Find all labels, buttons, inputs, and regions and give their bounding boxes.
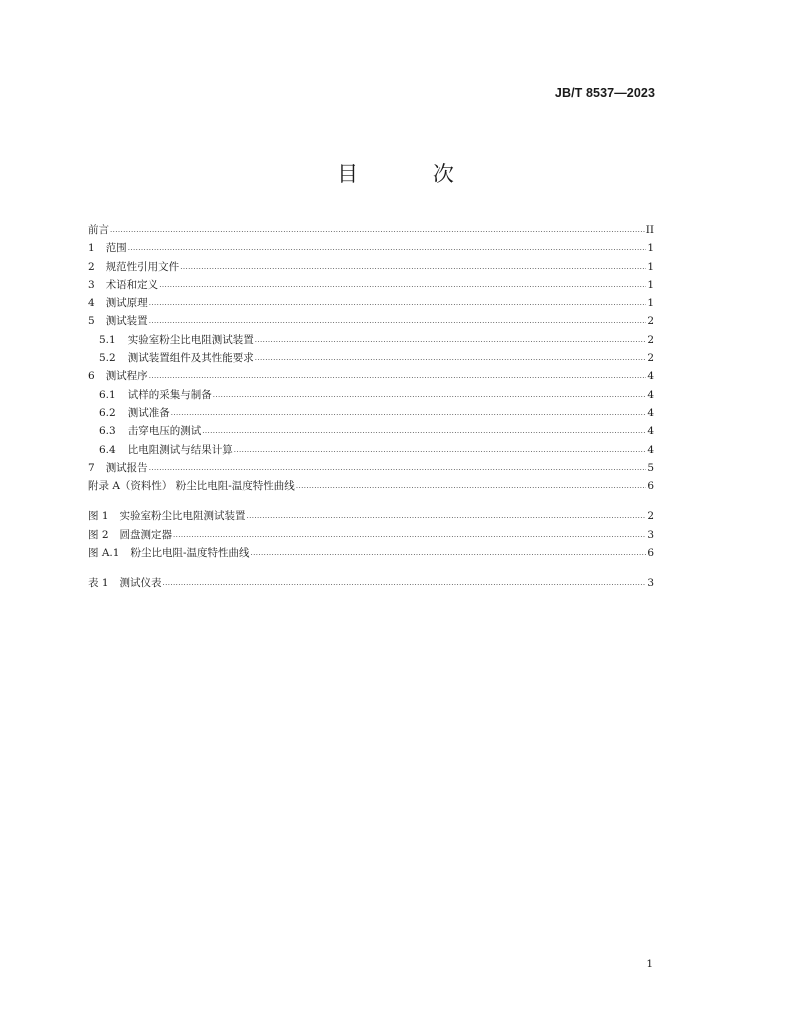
- toc-entry-page: 2: [647, 315, 654, 328]
- toc-figure-entries: [88, 508, 654, 563]
- toc-entry-page: 4: [647, 443, 654, 456]
- toc-table-entry[interactable]: [88, 575, 654, 593]
- toc-figure-entry[interactable]: [88, 545, 654, 563]
- toc-entry-number: 图 2: [88, 528, 109, 541]
- toc-entry[interactable]: [88, 313, 654, 331]
- toc-entry-number: 5: [88, 315, 95, 328]
- toc-entry-number: 6.4: [99, 443, 116, 456]
- toc-entry-title: 测试原理: [105, 297, 148, 310]
- toc-entry-number: 5.2: [99, 352, 116, 365]
- toc-leader-dots: [110, 226, 645, 234]
- toc-leader-dots: [255, 336, 647, 344]
- toc-entry-page: 3: [647, 528, 654, 541]
- toc-entry-page: 1: [647, 242, 654, 255]
- toc-entry-number: 3: [88, 278, 95, 291]
- toc-entry-title: 击穿电压的测试: [127, 425, 202, 438]
- toc-entry-page: 1: [647, 278, 654, 291]
- toc-entry-title: 规范性引用文件: [105, 260, 180, 273]
- toc-entry[interactable]: [88, 240, 654, 258]
- toc-entry-title: 实验室粉尘比电阻测试装置: [127, 333, 254, 346]
- toc-entry-title: 测试装置: [105, 315, 148, 328]
- toc-entry-page: 4: [647, 425, 654, 438]
- toc-entry[interactable]: [88, 350, 654, 368]
- toc-entry-page: 1: [647, 260, 654, 273]
- toc-title: 目 次: [337, 162, 488, 186]
- toc-entry-number: 7: [88, 461, 95, 474]
- toc-leader-dots: [128, 244, 647, 252]
- toc-entry-number: 6: [88, 370, 95, 383]
- toc-entry-page: 6: [647, 547, 654, 560]
- toc-entry-page: 3: [647, 577, 654, 590]
- toc-entry-number: 6.2: [99, 406, 116, 419]
- toc-spacer: [88, 563, 654, 575]
- toc-leader-dots: [180, 263, 646, 271]
- toc-leader-dots: [149, 299, 647, 307]
- toc-table-entries: [88, 575, 654, 593]
- toc-entry-page: 4: [647, 388, 654, 401]
- toc-entry[interactable]: [88, 442, 654, 460]
- toc-entry-page: 5: [647, 461, 654, 474]
- toc-leader-dots: [202, 427, 646, 435]
- toc-entry-number: 4: [88, 297, 95, 310]
- toc-leader-dots: [247, 512, 647, 520]
- toc-figure-entry[interactable]: [88, 527, 654, 545]
- toc-entry-title: 测试准备: [127, 406, 170, 419]
- toc-entry-page: 2: [647, 352, 654, 365]
- toc-entry[interactable]: [88, 259, 654, 277]
- toc-entry-title: 术语和定义: [105, 278, 159, 291]
- toc-leader-dots: [149, 317, 647, 325]
- toc-leader-dots: [213, 391, 647, 399]
- toc-leader-dots: [296, 482, 647, 490]
- toc-entry-title: 实验室粉尘比电阻测试装置: [119, 510, 246, 523]
- toc-entry-page: 4: [647, 406, 654, 419]
- toc-entry[interactable]: [88, 460, 654, 478]
- toc-entry-number: 5.1: [99, 333, 116, 346]
- toc-entry[interactable]: [88, 405, 654, 423]
- toc-leader-dots: [251, 549, 647, 557]
- toc-entry-page: 1: [647, 297, 654, 310]
- page-number: 1: [646, 958, 653, 970]
- toc-entry-title: 粉尘比电阻-温度特性曲线: [130, 547, 250, 560]
- toc-leader-dots: [171, 409, 647, 417]
- toc-entry-number: 图 A.1: [88, 547, 120, 560]
- toc-entry[interactable]: [88, 478, 654, 496]
- toc-entry[interactable]: [88, 387, 654, 405]
- toc-entry-number: 2: [88, 260, 95, 273]
- toc-entry-title: 测试程序: [105, 370, 148, 383]
- toc-entry-number: 表 1: [88, 577, 109, 590]
- toc-entry-page: 2: [647, 333, 654, 346]
- toc-entry[interactable]: [88, 277, 654, 295]
- toc-entry-title: 附录 A（资料性） 粉尘比电阻-温度特性曲线: [88, 480, 295, 493]
- toc-leader-dots: [234, 446, 647, 454]
- toc-entry[interactable]: [88, 222, 654, 240]
- toc-leader-dots: [173, 531, 646, 539]
- toc-entry-title: 试样的采集与制备: [127, 388, 212, 401]
- toc-entry-page: 4: [647, 370, 654, 383]
- toc-entry-title: 测试报告: [105, 461, 148, 474]
- toc-leader-dots: [255, 354, 647, 362]
- standard-code: JB/T 8537—2023: [554, 86, 655, 100]
- toc-entry-page: II: [645, 224, 654, 236]
- toc-entry-number: 1: [88, 242, 95, 255]
- toc-entry[interactable]: [88, 423, 654, 441]
- toc-entry-page: 2: [647, 510, 654, 523]
- toc-entry-title: 测试仪表: [119, 577, 162, 590]
- toc-leader-dots: [159, 281, 646, 289]
- toc-entry-page: 6: [647, 480, 654, 493]
- toc-entry-title: 前言: [88, 224, 109, 236]
- toc-figure-entry[interactable]: [88, 508, 654, 526]
- toc-leader-dots: [163, 579, 647, 587]
- toc-spacer: [88, 496, 654, 508]
- toc-leader-dots: [149, 372, 647, 380]
- toc-entry[interactable]: [88, 368, 654, 386]
- toc-main-entries: [88, 222, 654, 496]
- toc-entry[interactable]: [88, 295, 654, 313]
- toc-leader-dots: [149, 464, 647, 472]
- toc-entry[interactable]: [88, 332, 654, 350]
- table-of-contents: [88, 222, 654, 594]
- toc-entry-title: 测试装置组件及其性能要求: [127, 352, 254, 365]
- toc-entry-title: 比电阻测试与结果计算: [127, 443, 233, 456]
- toc-entry-title: 圆盘测定器: [119, 528, 173, 541]
- toc-entry-title: 范围: [105, 242, 127, 255]
- toc-entry-number: 图 1: [88, 510, 109, 523]
- toc-entry-number: 6.3: [99, 425, 116, 438]
- toc-entry-number: 6.1: [99, 388, 116, 401]
